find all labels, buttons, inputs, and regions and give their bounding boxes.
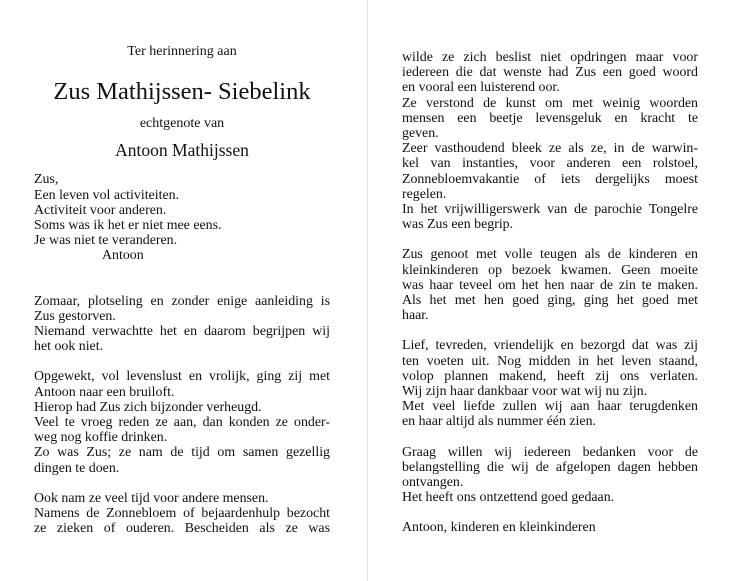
paragraph-wedding	[34, 369, 330, 475]
text-line: Als het met hen goed ging, ging het goed met	[402, 293, 698, 309]
text-line: wilde ze zich beslist niet opdringen maar voor	[402, 50, 698, 65]
poem-signature: Antoon	[102, 248, 144, 264]
text-line: Hierop had Zus zich bijzonder verheugd.	[34, 399, 262, 415]
text-line: Ook nam ze veel tijd voor andere mensen.	[34, 490, 269, 506]
text-line: en haar altijd als nummer één zien.	[402, 414, 597, 430]
text-line: kel van instanties, voor anderen een rolstoel,	[402, 156, 698, 172]
text-line: Lief, tevreden, vriendelijk en bezorgd dat was zij	[402, 338, 698, 354]
spouse-name: Antoon Mathijssen	[115, 140, 249, 161]
poem-line: Een leven vol activiteiten.	[34, 187, 180, 203]
text-line: was Zus een begrip.	[402, 217, 514, 233]
text-line: Graag willen wij iedereen bedanken voor de	[402, 444, 698, 460]
text-line: Zus genoot met volle teugen als de kinderen en	[402, 247, 698, 263]
paragraph-character	[402, 338, 698, 429]
text-line: haar.	[402, 308, 429, 324]
text-line: ontvangen.	[402, 475, 464, 491]
text-line: iedereen die dat wenste had Zus een goed woord	[402, 65, 698, 81]
left-page	[34, 44, 330, 536]
text-line: kleinkinderen op bezoek kwamen. Geen moeite	[402, 262, 698, 278]
text-line: was haar teveel om het hen naar de zin te maken.	[402, 277, 698, 293]
signature-line: Antoon, kinderen en kleinkinderen	[402, 520, 596, 536]
poem-line: Zus,	[34, 172, 59, 188]
paragraph-other-people	[34, 491, 330, 537]
text-line: weg nog koffie drinken.	[34, 430, 168, 446]
text-line: mensen een beetje levensgeluk en kracht te	[402, 110, 698, 126]
text-line: Zomaar, plotseling en zonder enige aanleiding is	[34, 293, 330, 309]
text-line: het ook niet.	[34, 339, 104, 355]
paragraph-sudden-death	[34, 294, 330, 355]
poem-line: Activiteit voor anderen.	[34, 202, 167, 218]
text-line: Zonnebloemvakantie of iets dergelijks moest	[402, 171, 698, 187]
text-line: geven.	[402, 126, 439, 142]
text-line: Met veel liefde zullen wij aan haar terugdenken	[402, 399, 698, 415]
poem-line: Soms was ik het er niet mee eens.	[34, 218, 222, 234]
closing-signature	[402, 520, 698, 535]
paragraph-helping	[402, 50, 698, 232]
text-line: en vooral een luisterend oor.	[402, 80, 560, 96]
text-line: Zo was Zus; ze nam de tijd om samen gezellig	[34, 445, 330, 461]
text-line: Zus gestorven.	[34, 308, 116, 324]
text-line: dingen te doen.	[34, 460, 120, 476]
text-line: regelen.	[402, 186, 447, 202]
text-line: Opgewekt, vol levenslust en vrolijk, ging zij met	[34, 369, 330, 385]
poem-line: Je was niet te veranderen.	[34, 233, 178, 249]
text-line: Het heeft ons ontzettend goed gedaan.	[402, 490, 615, 506]
text-line: belangstelling die wij de afgelopen dagen hebben	[402, 459, 698, 475]
text-line: Namens de Zonnebloem of bejaardenhulp bezocht	[34, 506, 330, 522]
intro-text: Ter herinnering aan	[127, 44, 237, 59]
text-line: Wij zijn haar dankbaar voor wat wij nu zijn.	[402, 384, 648, 400]
paragraph-grandchildren	[402, 247, 698, 323]
page-fold-divider	[367, 0, 368, 581]
text-line: Niemand verwachtte het en daarom begrijpen wij	[34, 324, 330, 340]
text-line: Antoon naar een bruiloft.	[34, 384, 175, 400]
text-line: Ze verstond de kunst om met weinig woorden	[402, 95, 698, 111]
text-line: Veel te vroeg reden ze aan, dan konden ze onder-	[34, 415, 330, 431]
paragraph-thanks	[402, 445, 698, 506]
text-line: volop plannen makend, heeft zij ons verlaten.	[402, 368, 698, 384]
right-page	[402, 50, 698, 536]
text-line: In het vrijwilligerswerk van de parochie Tongelre	[402, 202, 698, 218]
text-line: Zeer vasthoudend bleek ze als ze, in de warwin-	[402, 141, 698, 157]
text-line: ten voeten uit. Nog midden in het leven staand,	[402, 353, 698, 369]
text-line: ze zieken of ouderen. Bescheiden als ze was	[34, 521, 330, 537]
spouse-label: echtgenote van	[139, 116, 225, 132]
deceased-name: Zus Mathijssen- Siebelink	[53, 78, 311, 106]
poem	[34, 172, 330, 263]
